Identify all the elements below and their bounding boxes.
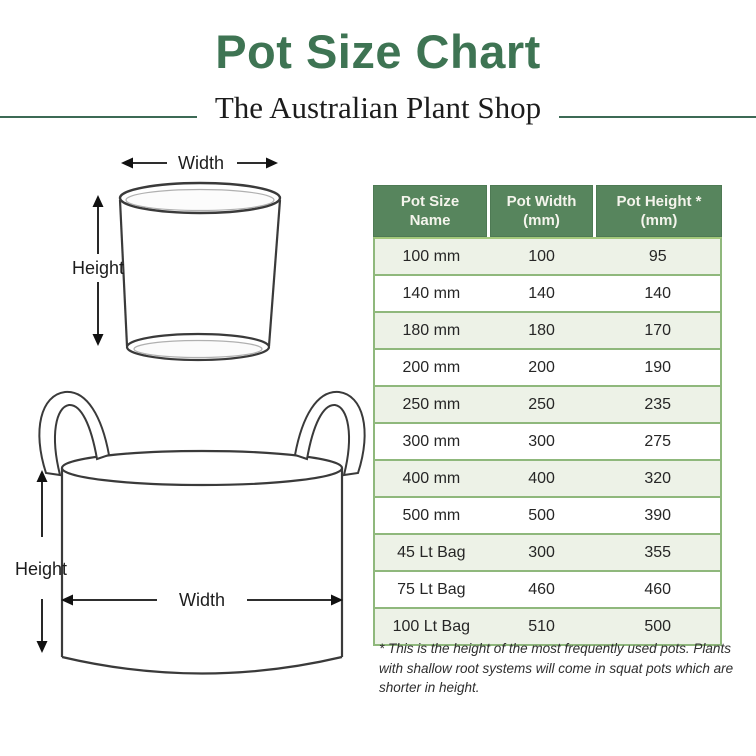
- table-cell: 355: [644, 543, 672, 561]
- pot-size-table: [373, 185, 722, 646]
- table-cell: 500 mm: [402, 506, 461, 524]
- header-line: (mm): [640, 212, 678, 229]
- table-cell: 300 mm: [402, 432, 461, 450]
- page-subtitle: [0, 90, 756, 126]
- table-cell: 200: [528, 358, 555, 376]
- bag-width-label: Width: [178, 590, 226, 610]
- table-row: [375, 461, 720, 498]
- table-cell: 100 Lt Bag: [392, 617, 471, 635]
- table-row: [375, 276, 720, 313]
- table-row: [375, 239, 720, 276]
- table-cell: 400 mm: [402, 469, 461, 487]
- column-header-pot-height: [596, 185, 722, 237]
- table-cell: 200 mm: [402, 358, 461, 376]
- pot-drawing: [120, 183, 280, 360]
- table-cell: 180 mm: [402, 321, 461, 339]
- header-line: Pot Size: [400, 193, 460, 210]
- table-cell: 75 Lt Bag: [397, 580, 466, 598]
- table-row: [375, 387, 720, 424]
- column-header-pot-width: [490, 185, 593, 237]
- header-line: Pot Height *: [616, 193, 702, 210]
- table-row: [375, 572, 720, 609]
- table-cell: 180: [528, 321, 555, 339]
- table-footnote: * This is the height of the most frequently used pots. Plants with shallow root systems will come in squat pots which are shorter in height.: [379, 641, 734, 696]
- table-cell: 250 mm: [402, 395, 461, 413]
- table-cell: 190: [644, 358, 672, 376]
- table-row: [375, 498, 720, 535]
- pot-table-rows: [373, 237, 722, 646]
- table-cell: 460: [644, 580, 672, 598]
- pot-height-label: Height: [71, 258, 125, 278]
- table-cell: 320: [644, 469, 672, 487]
- pot-width-label: Width: [177, 153, 225, 173]
- table-cell: 140: [644, 284, 672, 302]
- table-cell: 300: [528, 432, 555, 450]
- bag-height-label: Height: [14, 559, 68, 579]
- header-line: Pot Width: [506, 193, 577, 210]
- table-row: [375, 424, 720, 461]
- table-cell: 100 mm: [402, 247, 461, 265]
- table-cell: 95: [648, 247, 667, 265]
- table-row: [375, 313, 720, 350]
- table-row: [375, 350, 720, 387]
- pot-diagram: [30, 140, 360, 390]
- page-title: Pot Size Chart: [215, 25, 541, 78]
- table-cell: 250: [528, 395, 555, 413]
- table-row: [375, 535, 720, 572]
- table-cell: 500: [644, 617, 672, 635]
- header-line: Name: [409, 212, 451, 229]
- table-cell: 140: [528, 284, 555, 302]
- grow-bag-diagram: [5, 385, 370, 690]
- bag-drawing: [39, 392, 364, 674]
- table-header-row: [373, 185, 722, 237]
- table-cell: 400: [528, 469, 555, 487]
- table-cell: 500: [528, 506, 555, 524]
- table-cell: 140 mm: [402, 284, 461, 302]
- table-cell: 510: [528, 617, 555, 635]
- column-header-pot-size-name: [373, 185, 487, 237]
- table-cell: 235: [644, 395, 672, 413]
- table-cell: 300: [528, 543, 555, 561]
- table-cell: 460: [528, 580, 555, 598]
- table-cell: 390: [644, 506, 672, 524]
- table-cell: 275: [644, 432, 672, 450]
- table-cell: 100: [528, 247, 555, 265]
- table-cell: 170: [644, 321, 672, 339]
- page-subtitle-text: The Australian Plant Shop: [197, 90, 559, 126]
- table-cell: 45 Lt Bag: [397, 543, 466, 561]
- header-line: (mm): [523, 212, 560, 229]
